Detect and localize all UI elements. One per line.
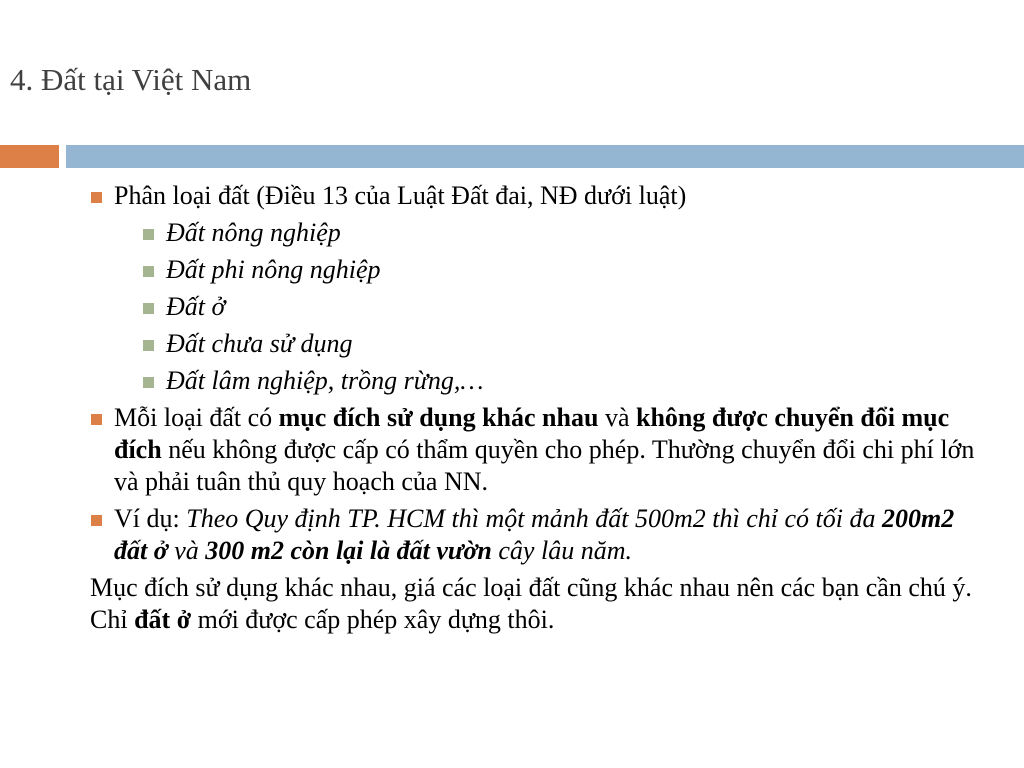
note-text: Mục đích sử dụng khác nhau, giá các loại đất cũng khác nhau nên các bạn cần chú ý. Chỉ (90, 573, 972, 634)
bullet-example (90, 503, 980, 567)
sub-bullet-text: Đất lâm nghiệp, trồng rừng,… (166, 366, 484, 395)
note-text: mới được cấp phép xây dựng thôi. (191, 605, 555, 634)
sub-bullet-land-type (90, 365, 980, 397)
example-text: cây lâu năm. (491, 536, 632, 565)
sub-bullet-land-type (90, 291, 980, 323)
slide-body (90, 180, 980, 636)
sub-bullet-text: Đất chưa sử dụng (166, 329, 353, 358)
green-square-bullet-icon (143, 266, 154, 277)
slide-title: 4. Đất tại Việt Nam (10, 62, 252, 97)
sub-bullet-text: Đất ở (166, 292, 226, 321)
orange-square-bullet-icon (91, 192, 102, 203)
purpose-text: Mỗi loại đất có (114, 403, 279, 432)
sub-bullet-text: Đất phi nông nghiệp (166, 255, 381, 284)
bullet-text: Phân loại đất (Điều 13 của Luật Đất đai, NĐ dưới luật) (114, 181, 687, 210)
purpose-bold-text: không được chuyển đổi mục đích (114, 403, 950, 464)
green-square-bullet-icon (143, 340, 154, 351)
green-square-bullet-icon (143, 377, 154, 388)
orange-square-bullet-icon (91, 414, 102, 425)
accent-bar-orange (0, 145, 59, 168)
purpose-bold-text: mục đích sử dụng khác nhau (278, 403, 599, 432)
purpose-text: và (598, 403, 636, 432)
bullet-purpose (90, 402, 980, 498)
example-bold-text: 200m2 đất ở (114, 504, 955, 565)
green-square-bullet-icon (143, 229, 154, 240)
note-bold-text: đất ở (134, 605, 192, 634)
sub-bullet-land-type (90, 217, 980, 249)
example-label: Ví dụ: (114, 504, 187, 533)
sub-bullet-land-type (90, 328, 980, 360)
orange-square-bullet-icon (91, 515, 102, 526)
purpose-text: nếu không được cấp có thẩm quyền cho phép. Thường chuyển đổi chi phí lớn và phải tuân thủ quy hoạch của NN. (114, 435, 975, 496)
closing-note (90, 572, 980, 636)
sub-bullet-text: Đất nông nghiệp (166, 218, 341, 247)
bullet-classification (90, 180, 980, 212)
example-text: Theo Quy định TP. HCM thì một mảnh đất 500m2 thì chỉ có tối đa (186, 504, 882, 533)
green-square-bullet-icon (143, 303, 154, 314)
sub-bullet-land-type (90, 254, 980, 286)
accent-bar-blue (66, 145, 1024, 168)
example-text: và (167, 536, 206, 565)
example-bold-text: 300 m2 còn lại là đất vườn (205, 536, 492, 565)
